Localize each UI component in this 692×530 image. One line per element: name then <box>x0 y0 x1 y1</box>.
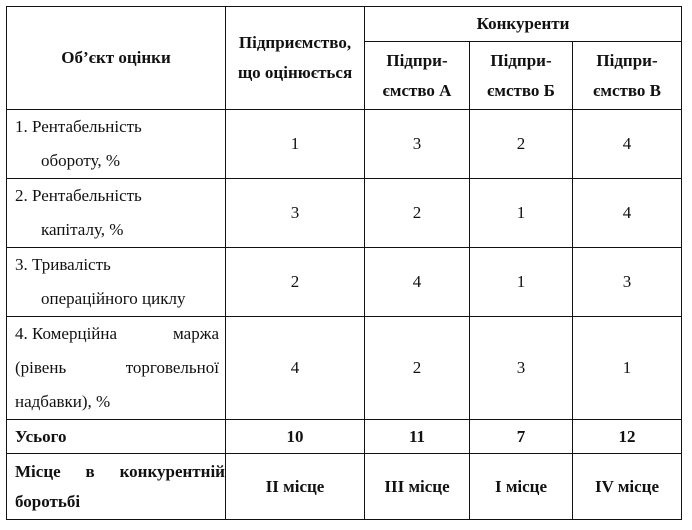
row-label-line1: 2. Рентабельність <box>15 186 142 205</box>
place-label-line2: боротьбі <box>15 491 81 511</box>
total-cell: 7 <box>470 420 573 454</box>
header-comp-a-line1: Підпри- <box>386 50 448 70</box>
header-comp-a <box>365 42 470 110</box>
table-row <box>7 179 682 248</box>
row-label-line2: операційного циклу <box>41 289 186 308</box>
row-label-word: маржа <box>173 324 219 343</box>
row-label-line1 <box>15 317 219 351</box>
header-comp-b-line1: Підпри- <box>490 50 552 70</box>
total-cell: 12 <box>573 420 682 454</box>
place-label-word: конкурентній <box>119 461 225 481</box>
place-label-word: Місце <box>15 461 61 481</box>
place-cell: IV місце <box>573 454 682 520</box>
row-label <box>7 248 226 317</box>
table-cell: 3 <box>470 317 573 420</box>
table-row <box>7 110 682 179</box>
row-label <box>7 179 226 248</box>
total-cell: 10 <box>226 420 365 454</box>
header-comp-b <box>470 42 573 110</box>
total-label: Усього <box>7 420 226 454</box>
table-cell: 2 <box>365 317 470 420</box>
table-cell: 4 <box>226 317 365 420</box>
table-cell: 1 <box>470 179 573 248</box>
row-label-line2: капіталу, % <box>41 220 124 239</box>
table-cell: 4 <box>573 179 682 248</box>
place-cell: III місце <box>365 454 470 520</box>
row-label-line2: обороту, % <box>41 151 121 170</box>
table-cell: 4 <box>573 110 682 179</box>
table-cell: 3 <box>573 248 682 317</box>
header-comp-a-line2: ємство А <box>382 80 452 100</box>
table-cell: 1 <box>226 110 365 179</box>
header-competitors: Конкуренти <box>365 7 682 42</box>
row-label-line1: 1. Рентабельність <box>15 117 142 136</box>
header-comp-v-line1: Підпри- <box>596 50 658 70</box>
table-cell: 3 <box>365 110 470 179</box>
header-comp-b-line2: ємство Б <box>487 80 555 100</box>
row-label <box>7 317 226 420</box>
table-cell: 2 <box>470 110 573 179</box>
place-label <box>7 454 226 520</box>
header-object: Об’єкт оцінки <box>7 7 226 110</box>
row-label-line2 <box>15 351 219 385</box>
place-cell: II місце <box>226 454 365 520</box>
total-cell: 11 <box>365 420 470 454</box>
place-label-line1 <box>15 457 225 487</box>
place-label-word: в <box>85 461 95 481</box>
place-cell: I місце <box>470 454 573 520</box>
row-label-line1: 3. Тривалість <box>15 255 111 274</box>
table-row <box>7 317 682 420</box>
header-enterprise-line2: що оцінюється <box>237 63 353 82</box>
table-row <box>7 248 682 317</box>
place-row <box>7 454 682 520</box>
table-cell: 2 <box>365 179 470 248</box>
table-cell: 2 <box>226 248 365 317</box>
total-row <box>7 420 682 454</box>
row-label-line3: надбавки), % <box>15 392 111 411</box>
table-cell: 1 <box>470 248 573 317</box>
header-enterprise <box>226 7 365 110</box>
competitiveness-table <box>6 6 682 520</box>
table-cell: 1 <box>573 317 682 420</box>
header-comp-v <box>573 42 682 110</box>
row-label-word: (рівень <box>15 358 67 377</box>
row-label-word: 4. Комерційна <box>15 324 118 343</box>
row-label-word: торговельної <box>125 358 219 377</box>
table-cell: 4 <box>365 248 470 317</box>
header-enterprise-line1: Підприємство, <box>238 33 352 52</box>
row-label <box>7 110 226 179</box>
table-cell: 3 <box>226 179 365 248</box>
header-comp-v-line2: ємство В <box>593 80 661 100</box>
